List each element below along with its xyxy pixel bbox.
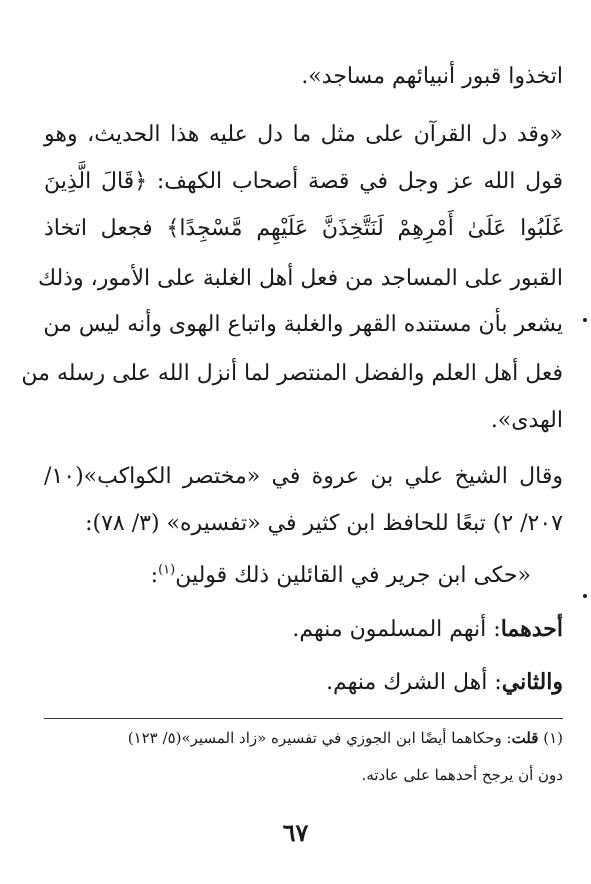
footnote-text: : وحكاهما أيضًا ابن الجوزي في تفسيره «زاد المسير»(٥/ ١٢٣) — [127, 729, 512, 747]
text-line-11 — [44, 561, 531, 591]
second-opinion-label: والثاني — [501, 669, 563, 695]
quote-text: «حكى ابن جرير في القائلين ذلك قولين — [175, 563, 531, 588]
quote-colon: : — [150, 563, 159, 588]
margin-mark-dot — [583, 318, 587, 322]
footnote-marker: (١) — [543, 729, 563, 747]
text-line-4: غَلَبُوا عَلَىٰ أَمْرِهِمْ لَنَتَّخِذَنَّ عَلَيْهِم مَّسْجِدًا﴾ فجعل اتخاذ — [44, 216, 563, 241]
footnote-line-2: دون أن يرجح أحدهما على عادته. — [361, 766, 563, 784]
text-line-7: فعل أهل العلم والفضل المنتصر لما أنزل الله على رسله من — [21, 361, 563, 386]
text-line-9: وقال الشيخ علي بن عروة في «مختصر الكواكب»(١٠/ — [44, 464, 563, 489]
first-opinion-text: : أنهم المسلمون منهم. — [292, 617, 501, 642]
text-line-5: القبور على المساجد من فعل أهل الغلبة على الأمور، وذلك — [37, 266, 563, 291]
text-line-10: ٢٠٧/ ٢) تبعًا للحافظ ابن كثير في «تفسيره» (٣/ ٧٨): — [85, 511, 563, 536]
text-line-13 — [44, 667, 563, 698]
footnote-separator — [44, 718, 563, 719]
text-line-12 — [44, 614, 563, 645]
margin-mark-dot — [583, 594, 587, 598]
text-line-2: «وقد دل القرآن على مثل ما دل عليه هذا الحديث، وهو — [44, 122, 563, 147]
page-number: ٦٧ — [282, 818, 309, 847]
footnote-reference[interactable]: (١) — [158, 562, 176, 578]
text-line-3: قول الله عز وجل في قصة أصحاب الكهف: ﴿قَالَ الَّذِينَ — [44, 169, 563, 194]
text-line-8: الهدى». — [490, 408, 563, 433]
footnote-label: قلت — [511, 729, 539, 747]
text-line-1: اتخذوا قبور أنبيائهم مساجد». — [301, 64, 563, 89]
first-opinion-label: أحدهما — [500, 616, 563, 642]
text-line-6: يشعر بأن مستنده القهر والغلبة واتباع الهوى وأنه ليس من — [43, 312, 563, 337]
second-opinion-text: : أهل الشرك منهم. — [326, 670, 502, 695]
footnote-line-1 — [44, 727, 563, 749]
